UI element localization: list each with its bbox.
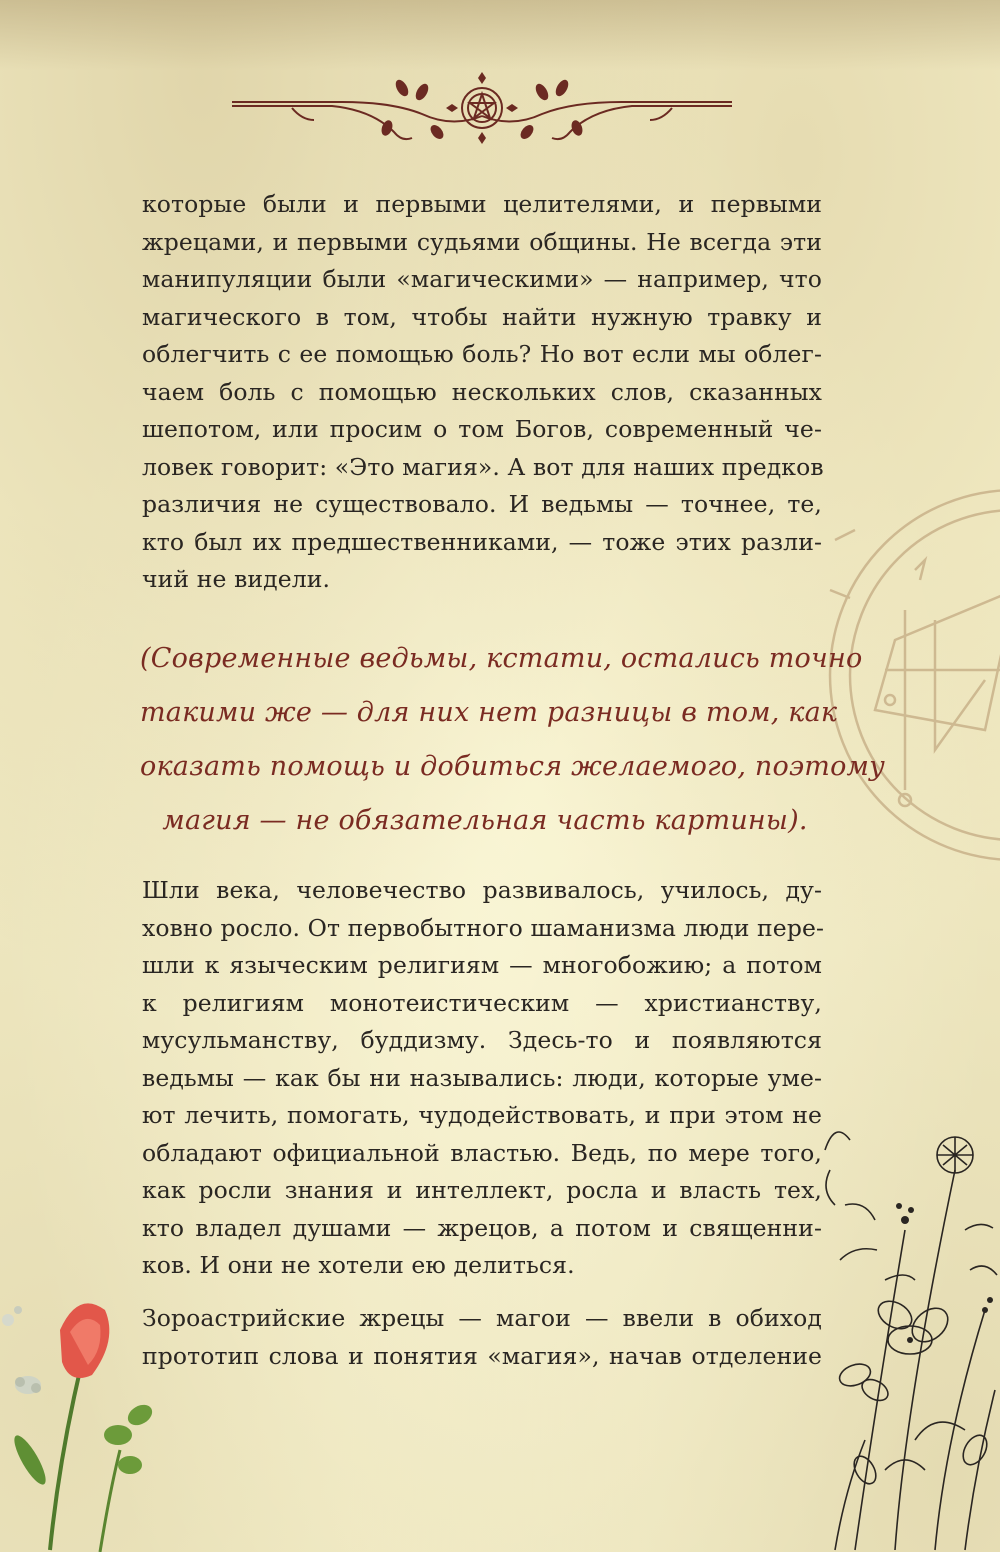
text-line: облегчить с ее помощью боль? Но вот если мы облег- [142,340,822,368]
quote-line: (Современные ведьмы, кстати, остались точно [140,643,863,674]
text-line: Шли века, человечество развивалось, училось, ду- [142,876,822,904]
paragraph-1 [142,186,822,599]
text-line: магического в том, чтобы найти нужную травку и [142,302,822,331]
quote-line: такими же — для них нет разницы в том, как [140,697,838,728]
text-line: шли к языческим религиям — многобожию; а потом [142,951,822,979]
text-line: мусульманству, буддизму. Здесь-то и появляются [142,1026,822,1054]
text-line: чий не видели. [142,565,331,593]
text-line: жрецами, и первыми судьями общины. Не всегда эти [142,227,822,256]
text-line: ховно росло. От первобытного шаманизма люди пере- [142,913,825,942]
text-line: ведьмы — как бы ни назывались: люди, которые уме- [142,1063,822,1092]
text-line: обладают официальной властью. Ведь, по мере того, [142,1138,822,1167]
text-line: кто был их предшественниками, — тоже этих разли- [142,527,822,556]
tulip-flowers-icon [0,1290,160,1552]
text-line: ют лечить, помогать, чудодействовать, и при этом не [142,1101,822,1129]
text-line: кто владел душами — жрецов, а потом и священни- [142,1213,822,1242]
text-line: прототип слова и понятия «магия», начав отделение [142,1341,822,1370]
text-line: различия не существовало. И ведьмы — точнее, те, [142,490,822,518]
text-line: шепотом, или просим о том Богов, современный че- [142,415,822,443]
quote-line: оказать помощь и добиться желаемого, поэтому [140,751,885,782]
text-line: которые были и первыми целителями, и первыми [142,190,822,218]
paragraph-2 [142,872,825,1285]
wildflowers-sketch-icon [815,1110,1000,1552]
text-line: ков. И они не хотели ею делиться. [142,1251,575,1279]
handwritten-quote [140,632,885,848]
text-line: ловек говорит: «Это магия». А вот для наших предков [142,452,824,481]
text-line: как росли знания и интеллект, росла и власть тех, [142,1176,822,1204]
text-line: манипуляции были «магическими» — например, что [142,265,822,293]
text-line: к религиям монотеистическим — христианству, [142,988,822,1017]
sigil-circle-icon [815,470,1000,890]
text-line: Зороастрийские жрецы — магои — ввели в обиход [142,1304,822,1332]
paragraph-3 [142,1300,822,1375]
quote-line: магия — не обязательная часть картины). [162,805,808,836]
ornament-pentagram-icon [222,70,742,150]
text-line: чаем боль с помощью нескольких слов, сказанных [142,377,822,406]
torn-paper-edge [0,0,1000,70]
